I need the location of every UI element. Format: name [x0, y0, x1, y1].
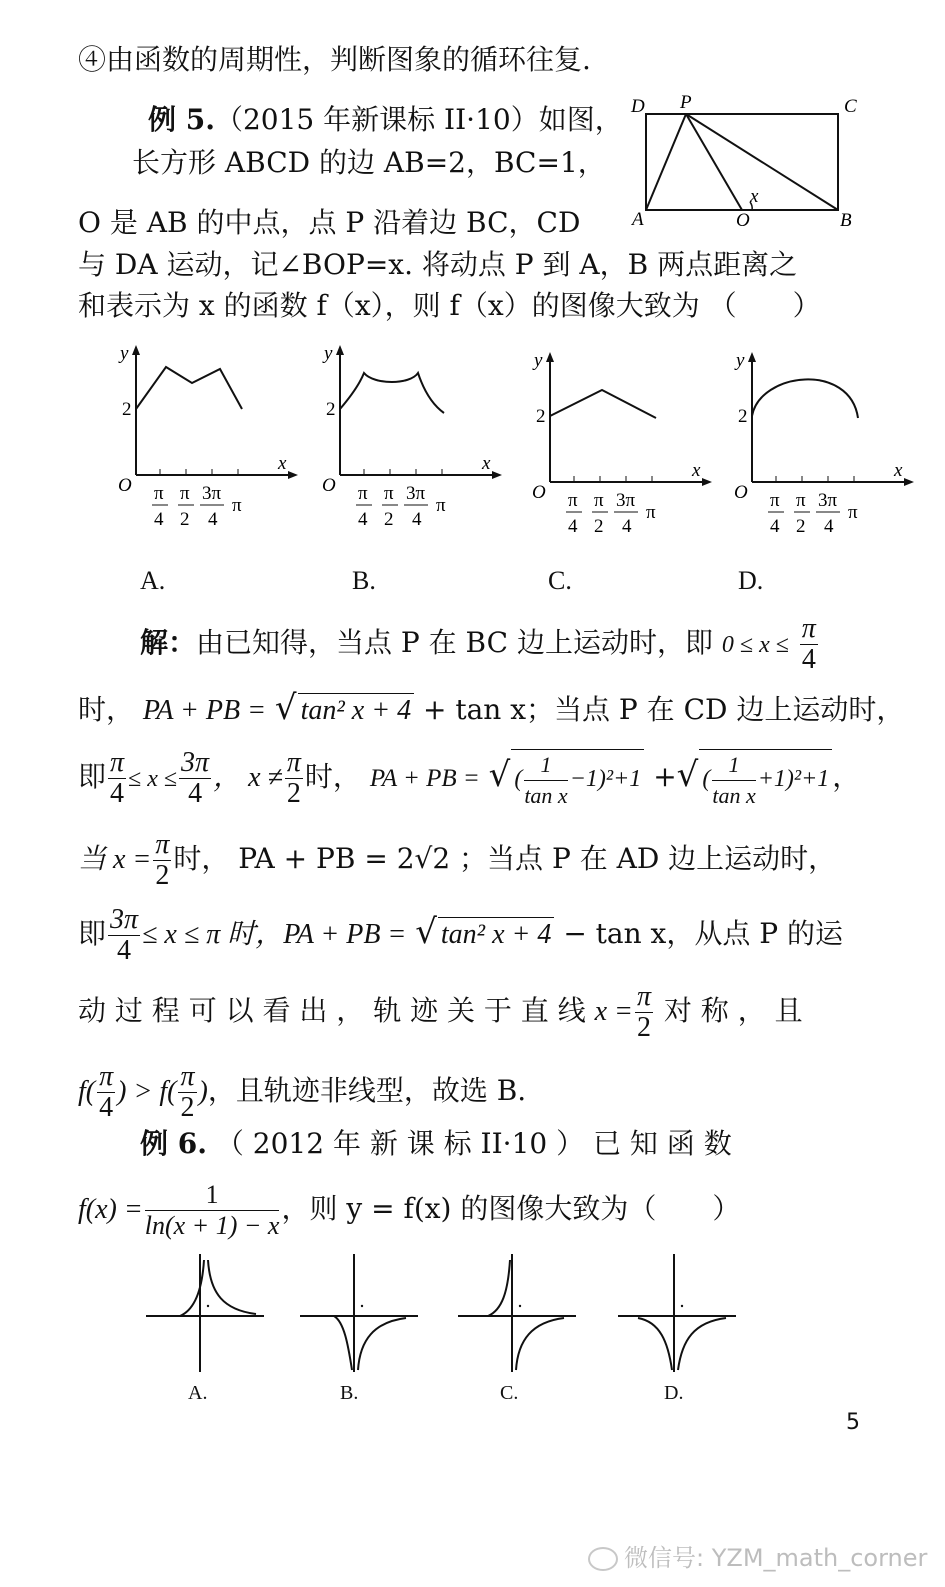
solution-s2-tail: + tan x；当点 P 在 CD 边上运动时，	[423, 693, 905, 726]
wechat-icon	[588, 1547, 618, 1571]
tick-pi: π	[436, 495, 446, 516]
solution-s3-math: PA + PB =	[369, 765, 480, 792]
solution-s5-radicand: tan² x + 4	[438, 917, 555, 952]
frac-pi-4: $\frac{\pi}{4}$	[801, 613, 816, 675]
origin-label: O	[118, 475, 132, 496]
ex6-option-c: C.	[500, 1382, 519, 1404]
radical-term-2: ( $\frac{1}{\text{tan x}}$ +1)²+1	[699, 749, 832, 811]
example5-line2: 长方形 ABCD 的边 AB=2，BC=1，	[132, 146, 606, 179]
ex6-option-d: D.	[664, 1382, 684, 1404]
solution-s5a: 即	[78, 917, 107, 950]
axis-label-y: y	[736, 352, 745, 371]
example6-line2: f(x) = $\frac{1}{\ln(x + 1) - x}$ ，则 y = f(x) 的图像大致为（ ）	[78, 1180, 741, 1240]
frac-pi-2c: $\frac{\pi}{2}$	[636, 981, 651, 1043]
label-D: D	[631, 96, 645, 117]
option-a-label: A.	[140, 566, 166, 595]
graph-option-b	[312, 345, 502, 535]
option-b-label: B.	[352, 566, 376, 595]
solution-s3a: 即	[78, 760, 107, 793]
solution-s5-tail: − tan x，从点 P 的运	[563, 917, 843, 950]
tick-pi2-num: π	[180, 483, 190, 504]
ex6-graph-d	[618, 1252, 738, 1377]
axis-label-y: y	[120, 345, 129, 364]
graph-option-a	[108, 345, 298, 535]
tick-2: 2	[326, 399, 336, 420]
tick-3pi4-num: 3π	[406, 483, 426, 504]
frac-3pi-4b: $\frac{3\pi}{4}$	[110, 904, 139, 966]
solution-s2-math: PA + PB =	[142, 695, 267, 726]
tick-pi2-den: 2	[796, 516, 806, 537]
frac-pi-4b: $\frac{\pi}{4}$	[110, 747, 125, 809]
axis-label-y: y	[324, 345, 333, 364]
tick-2: 2	[536, 406, 546, 427]
origin-label: O	[532, 482, 546, 503]
origin-label: O	[322, 475, 336, 496]
tick-3pi4-den: 4	[824, 516, 834, 537]
frac-example6: $\frac{1}{\ln(x + 1) - x}$	[144, 1180, 280, 1240]
solution-line4	[78, 830, 836, 891]
axis-label-x: x	[278, 453, 287, 474]
origin-label: O	[734, 482, 748, 503]
label-P: P	[680, 92, 692, 113]
tick-3pi4-den: 4	[208, 509, 218, 530]
tick-pi: π	[646, 502, 656, 523]
tick-pi4-den: 4	[568, 516, 578, 537]
tick-pi2-den: 2	[180, 509, 190, 530]
solution-line3: 即 $\frac{\pi}{4}$ ≤ x ≤ $\frac{3\pi}{4}$ ， x ≠ $\frac{\pi}{2}$ 时， PA + PB = √ ( $\frac{1}{\text{tan x}}$ −1)²+1 +√ ( $\frac{1}{\text{tan x}}$ +1)²+1 ，	[78, 747, 861, 809]
tick-pi4-num: π	[568, 490, 578, 511]
axis-label-x: x	[894, 460, 903, 481]
option-d-label: D.	[738, 566, 764, 595]
tick-pi2-den: 2	[594, 516, 604, 537]
example6-tail: ，则 y = f(x) 的图像大致为（ ）	[281, 1192, 741, 1225]
example5-line5: 和表示为 x 的函数 f（x），则 f（x）的图像大致为 （ ）	[78, 289, 821, 322]
frac-pi-2: $\frac{\pi}{2}$	[286, 747, 301, 809]
label-C: C	[844, 96, 857, 117]
solution-s7-tail: ，且轨迹非线型，故选 B.	[207, 1074, 527, 1107]
solution-s3-tail: 时，	[304, 760, 361, 793]
ex6-option-a: A.	[188, 1382, 208, 1404]
watermark-text: 微信号: YZM_math_corner	[624, 1544, 928, 1572]
example6-label: 例 6.	[140, 1127, 207, 1160]
solution-line1	[140, 614, 820, 675]
graph-option-c	[522, 352, 712, 542]
solution-line6: 动 过 程 可 以 看 出 ， 轨 迹 关 于 直 线 x = $\frac{\pi}{2}$ 对 称 ， 且	[78, 981, 803, 1043]
tick-pi4-num: π	[154, 483, 164, 504]
solution-s6-tail: 对 称 ， 且	[663, 994, 803, 1027]
frac-pi-2b: $\frac{\pi}{2}$	[155, 829, 170, 891]
example5-l1-tail: 如图，	[538, 103, 623, 136]
example5-line4: 与 DA 运动，记∠BOP=x. 将动点 P 到 A，B 两点距离之	[78, 248, 798, 281]
label-A: A	[632, 209, 644, 230]
axis-label-x: x	[692, 460, 701, 481]
tick-pi2-num: π	[384, 483, 394, 504]
ex6-graph-c	[458, 1252, 578, 1377]
tick-pi4-num: π	[770, 490, 780, 511]
ex6-graph-a	[146, 1252, 266, 1377]
tick-3pi4-den: 4	[412, 509, 422, 530]
solution-s3-mid: ≤ x ≤	[128, 766, 178, 792]
solution-line5: 即 $\frac{3\pi}{4}$ ≤ x ≤ π 时，PA + PB = √ tan² x + 4 − tan x，从点 P 的运	[78, 904, 843, 966]
solution-s3-ne: ， x ≠	[213, 762, 283, 793]
watermark	[588, 1538, 927, 1573]
frac-3pi-4: $\frac{3\pi}{4}$	[181, 747, 210, 809]
solution-s4a: 当 x =	[78, 844, 152, 875]
label-O: O	[736, 210, 750, 231]
tick-3pi4-num: 3π	[202, 483, 222, 504]
solution-s5-mid: ≤ x ≤ π 时，PA + PB =	[142, 919, 407, 950]
solution-label: 解：	[140, 626, 197, 659]
tick-3pi4-den: 4	[622, 516, 632, 537]
solution-s6: 动 过 程 可 以 看 出 ， 轨 迹 关 于 直 线	[78, 994, 586, 1027]
tick-pi: π	[232, 495, 242, 516]
tick-pi4-num: π	[358, 483, 368, 504]
tick-pi2-num: π	[594, 490, 604, 511]
tick-pi2-num: π	[796, 490, 806, 511]
example5-heading	[148, 100, 623, 140]
option-c-label: C.	[548, 566, 572, 595]
example5-label: 例 5.	[148, 103, 215, 136]
axis-label-x: x	[482, 453, 491, 474]
frac-1-tanx-a: $\frac{1}{\text{tan x}}$	[524, 751, 568, 808]
intro-line: ④由函数的周期性，判断图象的循环往复.	[78, 43, 591, 76]
solution-s1: 由已知得，当点 P 在 BC 边上运动时，即	[196, 626, 713, 659]
graph-option-d	[724, 352, 914, 542]
example6-source: （ 2012 年 新 课 标 II·10 ） 已 知 函 数	[215, 1127, 732, 1160]
tick-2: 2	[738, 406, 748, 427]
solution-line2: 时， PA + PB = √ tan² x + 4 + tan x；当点 P 在 CD 边上运动时，	[78, 688, 905, 728]
solution-s1-math: 0 ≤ x ≤	[721, 632, 789, 658]
tick-3pi4-num: 3π	[818, 490, 838, 511]
label-B: B	[840, 210, 852, 231]
example5-line3: O 是 AB 的中点，点 P 沿着边 BC，CD	[78, 206, 581, 239]
solution-s2-radicand: tan² x + 4	[298, 693, 415, 728]
tick-pi4-den: 4	[154, 509, 164, 530]
tick-pi4-den: 4	[358, 509, 368, 530]
frac-1-tanx-b: $\frac{1}{\text{tan x}}$	[712, 751, 756, 808]
rectangle-figure	[626, 92, 866, 232]
tick-3pi4-num: 3π	[616, 490, 636, 511]
ex6-option-b: B.	[340, 1382, 359, 1404]
example6-heading	[140, 1124, 732, 1164]
axis-label-y: y	[534, 352, 543, 371]
frac-pi-4c: $\frac{\pi}{4}$	[99, 1061, 114, 1123]
tick-pi: π	[848, 502, 858, 523]
radical-term-1: ( $\frac{1}{\text{tan x}}$ −1)²+1	[511, 749, 644, 811]
frac-pi-2d: $\frac{\pi}{2}$	[180, 1061, 195, 1123]
solution-s2a: 时，	[78, 693, 135, 726]
tick-pi4-den: 4	[770, 516, 780, 537]
solution-line7: f( $\frac{\pi}{4}$ ) > f( $\frac{\pi}{2}$ )，且轨迹非线型，故选 B.	[78, 1061, 527, 1123]
label-x: x	[750, 186, 759, 207]
example5-source: （2015 年新课标 II·10）	[214, 103, 539, 136]
tick-2: 2	[122, 399, 132, 420]
tick-pi2-den: 2	[384, 509, 394, 530]
ex6-graph-b	[300, 1252, 420, 1377]
page-number: 5	[846, 1410, 860, 1435]
solution-s4-mid: 时， PA + PB = 2√2 ；当点 P 在 AD 边上运动时，	[173, 842, 837, 875]
